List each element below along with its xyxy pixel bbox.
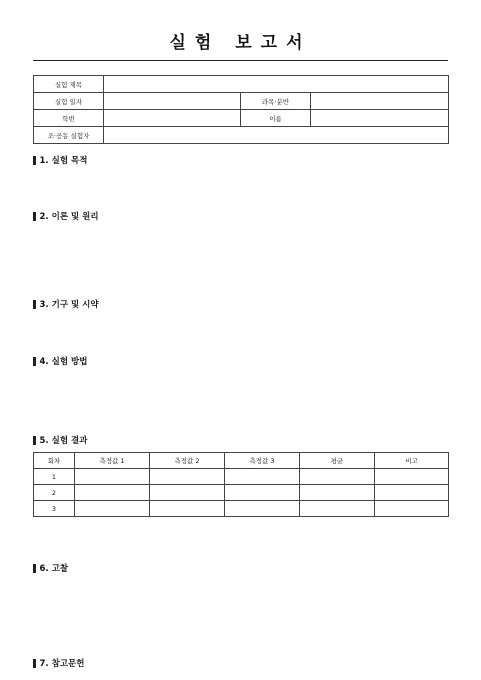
section-marker xyxy=(33,436,36,445)
table-cell[interactable] xyxy=(75,485,150,501)
header-measure-3: 측정값 3 xyxy=(225,453,300,469)
results-table xyxy=(33,452,449,517)
section-marker xyxy=(33,212,36,221)
document-title: 실험 보고서 xyxy=(169,33,312,53)
section-marker xyxy=(33,156,36,165)
name-field[interactable] xyxy=(311,110,449,127)
subject-field[interactable] xyxy=(311,93,449,110)
table-cell[interactable] xyxy=(225,469,300,485)
student-id-label: 학번 xyxy=(34,110,104,127)
section-references xyxy=(33,657,84,669)
subject-label: 과목·분반 xyxy=(241,93,311,110)
section-equipment xyxy=(33,298,99,310)
section-marker xyxy=(33,357,36,366)
table-cell[interactable] xyxy=(150,485,225,501)
header-average: 평균 xyxy=(300,453,375,469)
header-measure-2: 측정값 2 xyxy=(150,453,225,469)
section-results xyxy=(33,434,87,446)
table-cell[interactable] xyxy=(375,485,449,501)
table-cell[interactable] xyxy=(225,485,300,501)
round-number: 2 xyxy=(34,485,75,501)
round-number: 1 xyxy=(34,469,75,485)
table-row xyxy=(34,469,449,485)
section-theory xyxy=(33,210,99,222)
group-label: 조·공동 실험자 xyxy=(34,127,104,144)
table-cell[interactable] xyxy=(375,501,449,517)
section-method xyxy=(33,355,87,367)
section-purpose xyxy=(33,154,87,166)
info-row-group xyxy=(34,127,449,144)
table-cell[interactable] xyxy=(150,501,225,517)
section-marker xyxy=(33,564,36,573)
title-divider xyxy=(33,60,448,61)
results-header-row xyxy=(34,453,449,469)
section-heading: 3. 기구 및 시약 xyxy=(39,300,99,310)
experiment-date-label: 실험 일자 xyxy=(34,93,104,110)
section-heading: 4. 실험 방법 xyxy=(39,357,88,367)
table-cell[interactable] xyxy=(300,469,375,485)
table-cell[interactable] xyxy=(225,501,300,517)
header-remarks: 비고 xyxy=(375,453,449,469)
table-cell[interactable] xyxy=(300,501,375,517)
table-row xyxy=(34,501,449,517)
table-cell[interactable] xyxy=(150,469,225,485)
info-row-title xyxy=(34,76,449,93)
section-heading: 1. 실험 목적 xyxy=(39,156,88,166)
table-cell[interactable] xyxy=(300,485,375,501)
info-table xyxy=(33,75,449,144)
table-cell[interactable] xyxy=(75,501,150,517)
section-marker xyxy=(33,300,36,309)
header-round: 회차 xyxy=(34,453,75,469)
header-measure-1: 측정값 1 xyxy=(75,453,150,469)
section-heading: 6. 고찰 xyxy=(39,564,69,574)
table-cell[interactable] xyxy=(75,469,150,485)
experiment-title-label: 실험 제목 xyxy=(34,76,104,93)
round-number: 3 xyxy=(34,501,75,517)
experiment-title-field[interactable] xyxy=(104,76,449,93)
section-marker xyxy=(33,659,36,668)
table-cell[interactable] xyxy=(375,469,449,485)
section-heading: 5. 실험 결과 xyxy=(39,436,88,446)
table-row xyxy=(34,485,449,501)
experiment-date-field[interactable] xyxy=(104,93,241,110)
info-row-student xyxy=(34,110,449,127)
info-row-date xyxy=(34,93,449,110)
section-heading: 2. 이론 및 원리 xyxy=(39,212,99,222)
section-heading: 7. 참고문헌 xyxy=(39,659,85,669)
student-id-field[interactable] xyxy=(104,110,241,127)
section-discussion xyxy=(33,562,68,574)
group-field[interactable] xyxy=(104,127,449,144)
name-label: 이름 xyxy=(241,110,311,127)
